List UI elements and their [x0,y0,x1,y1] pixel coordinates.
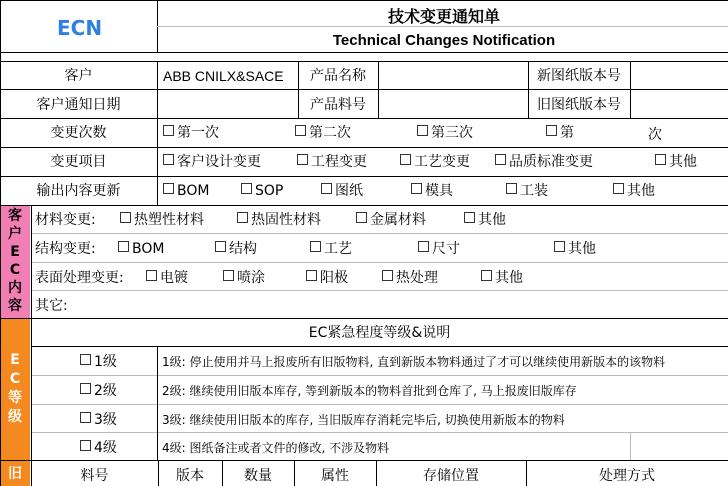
change-item-quality[interactable]: 品质标准变更 [495,153,593,171]
change-item-label: 变更项目 [50,154,107,170]
checkbox-icon [223,270,234,281]
checkbox-icon [215,241,226,252]
checkbox-icon [382,270,393,281]
other-field[interactable] [80,291,728,317]
ec-level-2-desc: 2级: 继续使用旧版本库存, 等到新版本的物料首批到仓库了, 马上报废旧版库存 [162,384,577,398]
old-drawing-version-label: 旧图纸版本号 [537,97,621,113]
checkbox-icon [481,270,492,281]
checkbox-icon [506,183,517,194]
surface-spraying[interactable]: 喷涂 [223,269,265,287]
output-bom[interactable]: BOM [163,182,209,200]
checkbox-icon [80,383,91,394]
change-count-option-n[interactable]: 第 [546,124,574,142]
checkbox-icon [310,241,321,252]
checkbox-icon [163,154,174,165]
customer-value[interactable]: ABB CNILX&SACE [163,68,284,84]
col-version: 版本 [176,468,204,484]
product-name-field[interactable] [378,62,528,89]
change-count-option-1[interactable]: 第一次 [163,124,219,142]
material-metal[interactable]: 金属材料 [356,211,426,229]
change-count-suffix: 次 [648,127,662,143]
checkbox-icon [356,212,367,223]
structure-bom[interactable]: BOM [118,240,164,258]
product-number-label: 产品料号 [310,97,366,113]
change-item-process[interactable]: 工艺变更 [400,153,470,171]
output-drawing[interactable]: 图纸 [321,182,363,200]
output-other[interactable]: 其他 [613,182,655,200]
checkbox-icon [297,154,308,165]
title-cn: 技术变更通知单 [387,7,500,26]
old-drawing-version-field[interactable] [630,89,728,118]
ec-level-4-option[interactable]: 4级 [80,439,117,457]
ec-level-3-option[interactable]: 3级 [80,411,117,429]
checkbox-icon [411,183,422,194]
checkbox-icon [295,125,306,136]
ecn-logo: ECN [57,16,103,40]
structure-structure[interactable]: 结构 [215,240,257,258]
output-mold[interactable]: 模具 [411,182,453,200]
material-thermoset[interactable]: 热固性材料 [237,211,321,229]
title-en: Technical Changes Notification [332,32,556,49]
ec-level-1-option[interactable]: 1级 [80,353,117,371]
structure-other[interactable]: 其他 [554,240,596,258]
ec-level-2-option[interactable]: 2级 [80,382,117,400]
output-sop[interactable]: SOP [241,182,283,200]
checkbox-icon [321,183,332,194]
ec-level-3-desc: 3级: 继续使用旧版本的库存, 当旧版库存消耗完毕后, 切换使用新版本的物料 [162,413,565,427]
checkbox-icon [464,212,475,223]
checkbox-icon [400,154,411,165]
product-number-field[interactable] [378,89,528,118]
ec-level-1-desc: 1级: 停止使用并马上报废所有旧版物料, 直到新版本物料通过了才可以继续使用新版本的该物料 [162,355,666,369]
checkbox-icon [163,183,174,194]
ec-level-side-label: E C 等 级 [0,319,30,460]
change-item-engineering[interactable]: 工程变更 [297,153,367,171]
checkbox-icon [80,440,91,451]
surface-plating[interactable]: 电镀 [146,269,188,287]
structure-change-label: 结构变更: [35,241,96,257]
change-item-customer-design[interactable]: 客户设计变更 [163,153,261,171]
surface-other[interactable]: 其他 [481,269,523,287]
change-item-other[interactable]: 其他 [655,153,697,171]
checkbox-icon [546,125,557,136]
checkbox-icon [80,354,91,365]
checkbox-icon [655,154,666,165]
surface-anodize[interactable]: 阳极 [306,269,348,287]
output-fixture[interactable]: 工装 [506,182,548,200]
col-attribute: 属性 [321,468,349,484]
customer-label: 客户 [64,68,93,84]
ec-level-heading: EC紧急程度等级&说明 [308,325,451,341]
checkbox-icon [495,154,506,165]
checkbox-icon [118,241,129,252]
checkbox-icon [120,212,131,223]
checkbox-icon [237,212,248,223]
change-count-option-2[interactable]: 第二次 [295,124,351,142]
col-storage-location: 存储位置 [423,468,479,484]
material-other[interactable]: 其他 [464,211,506,229]
checkbox-icon [241,183,252,194]
col-handling: 处理方式 [599,468,655,484]
other-label: 其它: [35,298,68,314]
material-thermoplastic[interactable]: 热塑性材料 [120,211,204,229]
notify-date-label: 客户通知日期 [36,97,121,113]
product-name-label: 产品名称 [310,68,366,84]
change-count-option-3[interactable]: 第三次 [417,124,473,142]
structure-dimension[interactable]: 尺寸 [418,240,460,258]
change-count-label: 变更次数 [50,125,107,141]
notify-date-field[interactable] [157,89,298,118]
checkbox-icon [418,241,429,252]
checkbox-icon [146,270,157,281]
checkbox-icon [554,241,565,252]
ec-level-4-desc: 4级: 图纸备注或者文件的修改, 不涉及物料 [162,441,390,455]
checkbox-icon [163,125,174,136]
old-stock-side-label: 旧 [0,461,30,486]
output-update-label: 输出内容更新 [36,183,121,199]
customer-ec-side-label: 客 户 E C 内 容 [0,205,30,319]
col-part-number: 料号 [80,468,109,484]
structure-process[interactable]: 工艺 [310,240,352,258]
checkbox-icon [306,270,317,281]
checkbox-icon [613,183,624,194]
new-drawing-version-field[interactable] [630,62,728,89]
checkbox-icon [417,125,428,136]
surface-change-label: 表面处理变更: [35,270,124,286]
checkbox-icon [80,412,91,423]
col-quantity: 数量 [244,468,272,484]
surface-heat-treatment[interactable]: 热处理 [382,269,438,287]
material-change-label: 材料变更: [35,212,96,228]
new-drawing-version-label: 新图纸版本号 [537,68,621,84]
